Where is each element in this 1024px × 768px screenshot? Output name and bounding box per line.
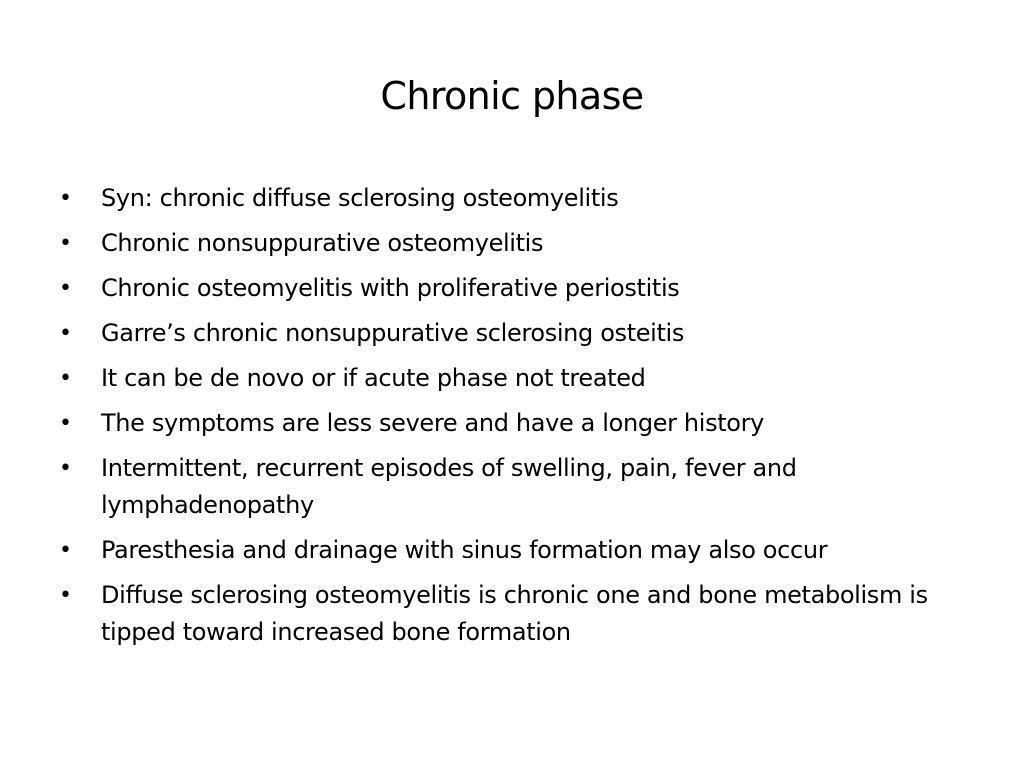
list-item	[56, 180, 976, 217]
bullet-text: Syn: chronic diffuse sclerosing osteomyelitis	[101, 184, 619, 212]
bullet-text: Garre’s chronic nonsuppurative sclerosing osteitis	[101, 319, 685, 347]
bullet-marker: •	[59, 231, 72, 256]
list-item	[56, 225, 976, 262]
list-item	[56, 405, 976, 442]
bullet-text: Paresthesia and drainage with sinus formation may also occur	[101, 536, 828, 564]
bullet-text: Chronic osteomyelitis with proliferative periostitis	[101, 274, 680, 302]
list-item	[56, 270, 976, 307]
bullet-marker: •	[59, 538, 72, 563]
list-item	[56, 315, 976, 352]
bullet-list	[56, 180, 976, 659]
bullet-marker: •	[59, 186, 72, 211]
bullet-marker: •	[59, 583, 72, 608]
bullet-text: Diffuse sclerosing osteomyelitis is chronic one and bone metabolism is tipped toward increased bone formation	[101, 581, 928, 646]
bullet-text: Intermittent, recurrent episodes of swelling, pain, fever and lymphadenopathy	[101, 454, 797, 519]
bullet-marker: •	[59, 321, 72, 346]
bullet-marker: •	[59, 456, 72, 481]
bullet-marker: •	[59, 411, 72, 436]
list-item	[56, 532, 976, 569]
bullet-marker: •	[59, 276, 72, 301]
slide-title: Chronic phase	[380, 74, 644, 118]
list-item	[56, 360, 976, 397]
list-item	[56, 450, 976, 524]
bullet-text: Chronic nonsuppurative osteomyelitis	[101, 229, 544, 257]
bullet-marker: •	[59, 366, 72, 391]
bullet-text: The symptoms are less severe and have a longer history	[101, 409, 765, 437]
bullet-text: It can be de novo or if acute phase not treated	[101, 364, 646, 392]
list-item	[56, 577, 976, 651]
